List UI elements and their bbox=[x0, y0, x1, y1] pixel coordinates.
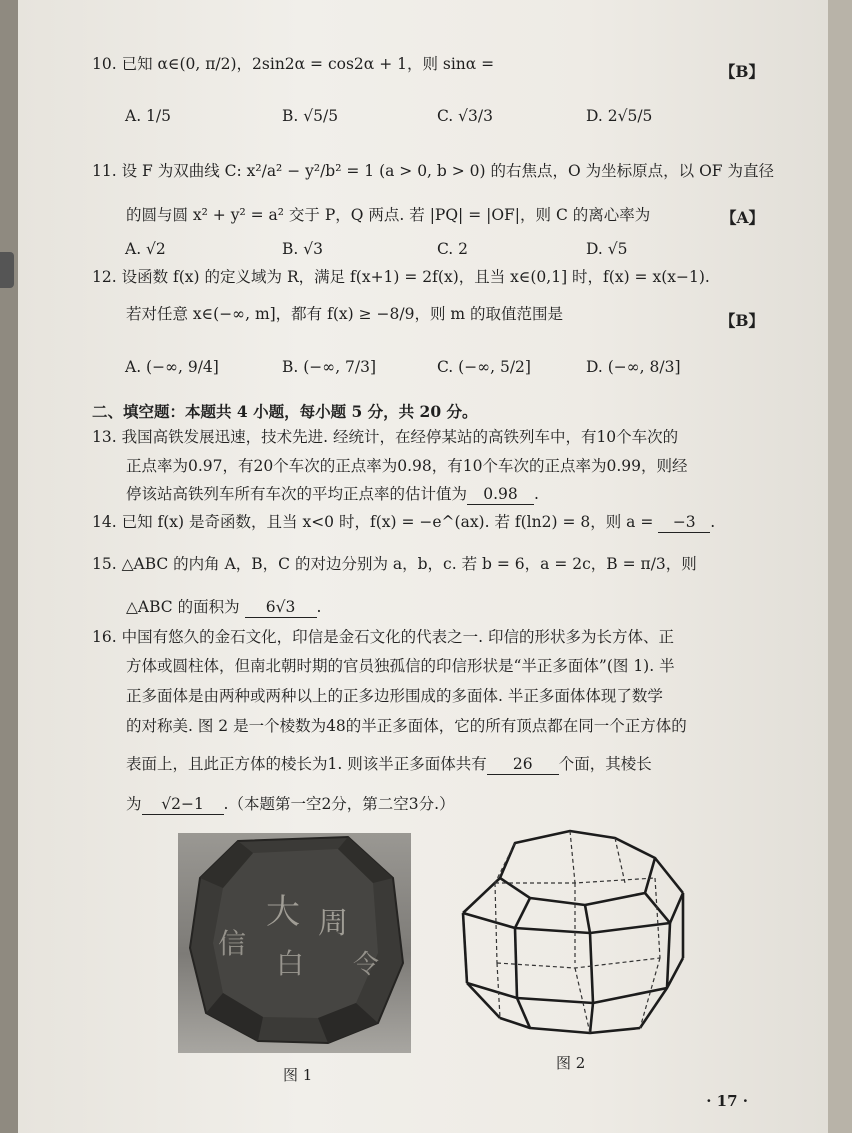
q10-answer: 【B】 bbox=[719, 62, 764, 81]
q13-line2: 正点率为0.97，有20个车次的正点率为0.98，有10个车次的正点率为0.99，则经 bbox=[126, 457, 688, 475]
q11-option-b: B. √3 bbox=[282, 240, 323, 258]
seal-char-1: 大 bbox=[266, 892, 300, 932]
q11-line1: 11. 设 F 为双曲线 C: x²/a² − y²/b² = 1 (a > 0, b > 0) 的右焦点，O 为坐标原点，以 OF 为直径 bbox=[92, 162, 774, 180]
figure-1-caption: 图 1 bbox=[283, 1066, 313, 1084]
q16-line1: 16. 中国有悠久的金石文化，印信是金石文化的代表之一. 印信的形状多为长方体、正 bbox=[92, 628, 674, 646]
q10-option-a: A. 1/5 bbox=[125, 107, 171, 125]
q16-line6: 为 √2−1 .（本题第一空2分，第二空3分.） bbox=[126, 795, 455, 813]
q12-answer: 【B】 bbox=[719, 311, 764, 330]
q15-line1: 15. △ABC 的内角 A，B，C 的对边分别为 a，b，c. 若 b = 6，a = 2c，B = π/3，则 bbox=[92, 555, 697, 573]
q13-answer-blank: 0.98 bbox=[467, 485, 534, 505]
seal-char-4: 白 bbox=[276, 947, 305, 980]
q11-option-a: A. √2 bbox=[125, 240, 166, 258]
q11-line2: 的圆与圆 x² + y² = a² 交于 P，Q 两点. 若 |PQ| = |OF|，则 C 的离心率为 bbox=[126, 206, 651, 224]
figure-1-seal-photo bbox=[178, 833, 411, 1053]
figure-2-caption: 图 2 bbox=[556, 1054, 586, 1072]
seal-char-5: 令 bbox=[353, 950, 380, 980]
q11-option-c: C. 2 bbox=[437, 240, 469, 258]
q16-line3: 正多面体是由两种或两种以上的正多边形围成的多面体. 半正多面体体现了数学 bbox=[126, 687, 663, 705]
book-spine-shadow bbox=[0, 0, 18, 1133]
seal-char-2: 周 bbox=[318, 906, 348, 941]
q13-line1: 13. 我国高铁发展迅速，技术先进. 经统计，在经停某站的高铁列车中，有10个车次的 bbox=[92, 428, 679, 446]
section-fill-in-blank-heading: 二、填空题：本题共 4 小题，每小题 5 分，共 20 分。 bbox=[92, 402, 478, 421]
q12-line2: 若对任意 x∈(−∞, m]，都有 f(x) ≥ −8/9，则 m 的取值范围是 bbox=[126, 305, 564, 323]
q12-line1: 12. 设函数 f(x) 的定义域为 R，满足 f(x+1) = 2f(x)，且当 x∈(0,1] 时，f(x) = x(x−1). bbox=[92, 268, 710, 286]
next-page-edge bbox=[828, 0, 852, 1133]
q16-line4: 的对称美. 图 2 是一个棱数为48的半正多面体，它的所有顶点都在同一个正方体的 bbox=[126, 717, 687, 735]
q15-line2: △ABC 的面积为 6√3 . bbox=[126, 598, 322, 616]
q12-option-d: D. (−∞, 8/3] bbox=[586, 358, 681, 376]
q11-option-d: D. √5 bbox=[586, 240, 628, 258]
q12-option-a: A. (−∞, 9/4] bbox=[125, 358, 219, 376]
q10-stem: 10. 已知 α∈(0, π/2)，2sin2α = cos2α + 1，则 sinα = bbox=[92, 55, 495, 73]
q12-option-c: C. (−∞, 5/2] bbox=[437, 358, 531, 376]
q16-faces-blank: 26 bbox=[487, 755, 559, 775]
q14-answer-blank: −3 bbox=[658, 513, 710, 533]
seal-char-3: 信 bbox=[218, 927, 247, 960]
q12-option-b: B. (−∞, 7/3] bbox=[282, 358, 377, 376]
figure-2-polyhedron bbox=[455, 823, 690, 1048]
q14-line: 14. 已知 f(x) 是奇函数，且当 x<0 时，f(x) = −e^(ax). 若 f(ln2) = 8，则 a = −3 . bbox=[92, 513, 716, 531]
page-tab bbox=[0, 252, 14, 288]
q16-line5: 表面上，且此正方体的棱长为1. 则该半正多面体共有 26 个面，其棱长 bbox=[126, 755, 652, 773]
q10-option-d: D. 2√5/5 bbox=[586, 107, 653, 125]
page-number: · 17 · bbox=[706, 1092, 748, 1110]
q16-line2: 方体或圆柱体，但南北朝时期的官员独孤信的印信形状是“半正多面体”(图 1). 半 bbox=[126, 657, 675, 675]
seal-drawing bbox=[178, 833, 411, 1053]
q13-line3: 停该站高铁列车所有车次的平均正点率的估计值为 0.98 . bbox=[126, 485, 539, 503]
q11-answer: 【A】 bbox=[720, 208, 764, 227]
q15-answer-blank: 6√3 bbox=[245, 598, 317, 618]
q16-edge-blank: √2−1 bbox=[142, 795, 224, 815]
q10-option-b: B. √5/5 bbox=[282, 107, 339, 125]
q10-option-c: C. √3/3 bbox=[437, 107, 493, 125]
